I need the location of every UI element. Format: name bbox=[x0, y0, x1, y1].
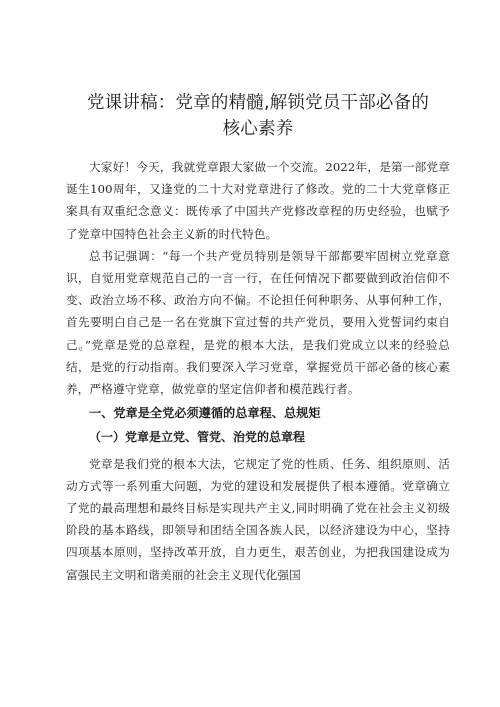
paragraph-body: 党章是我们党的根本大法，它规定了党的性质、任务、组织原则、活动方式等一系列重大问题，为党的建设和发展提供了根本遵循。党章确立了党的最高理想和最终目标是实现共产主义,同时明确了党在社会主义初级阶段的基本路线，即领导和团结全国各族人民，以经济建设为中心，坚持四项基本原则，坚持改革开放，自力更生，艰苦创业，为把我国建设成为富强民主文明和谐美丽的社会主义现代化强国 bbox=[66, 456, 450, 582]
paragraph-intro: 大家好！今天，我就党章跟大家做一个交流。2022年，是第一部党章诞生100周年，又逢党的二十大对党章进行了修改。党的二十大党章修正案具有双重纪念意义：既传承了中国共产党修改章程的历史经验，也赋予了党章中国特色社会主义新的时代特色。 bbox=[66, 160, 450, 241]
title-line-1: 党课讲稿：党章的精髓,解锁党员干部必备的 bbox=[86, 93, 430, 113]
paragraph-quote: 总书记强调：“每一个共产党员特别是领导干部都要牢固树立党章意识，自觉用党章规范自己的一言一行，在任何情况下都要做到政治信仰不变、政治立场不移、政治方向不偏。不论担任何种职务、从事何种工作，首先要明白自己是一名在党旗下宣过誓的共产党员，要用入党誓词约束自己。”党章是党的总章程，是党的根本大法，是我们党成立以来的经验总结，是党的行动指南。我们要深入学习党章，掌握党员干部必备的核心素养，严格遵守党章，做党章的坚定信仰者和模范践行者。 bbox=[66, 248, 450, 397]
document-title bbox=[66, 90, 450, 142]
section-heading-1: 一、党章是全党必须遵循的总章程、总规矩 bbox=[89, 406, 321, 421]
subsection-heading-1: （一）党章是立党、管党、治党的总章程 bbox=[89, 430, 306, 445]
title-line-2: 核心素养 bbox=[222, 119, 294, 139]
